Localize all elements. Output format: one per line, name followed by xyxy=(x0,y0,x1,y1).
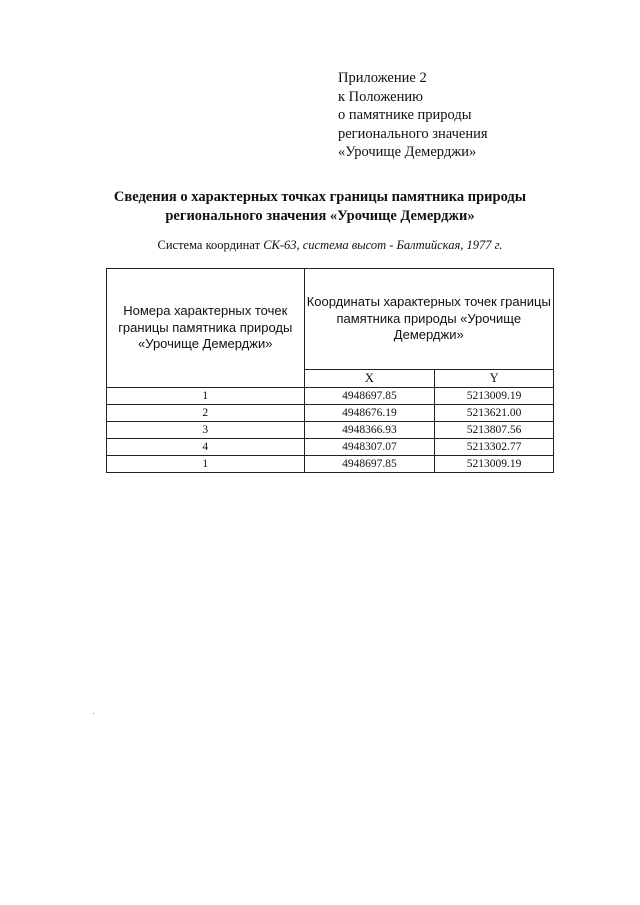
appendix-line: Приложение 2 xyxy=(338,70,427,86)
coordinate-system-value: СК-63, система высот - Балтийская, 1977 г. xyxy=(263,238,503,252)
title-line-1: Сведения о характерных точках границы памятника природы xyxy=(113,189,527,205)
coord-x: 4948697.85 xyxy=(304,388,435,405)
coord-x: 4948676.19 xyxy=(304,405,435,422)
coord-y: 5213009.19 xyxy=(435,456,554,473)
coord-y: 5213009.19 xyxy=(435,388,554,405)
table-row xyxy=(107,388,554,405)
appendix-line: «Урочище Демерджи» xyxy=(338,144,477,160)
appendix-line: к Положению xyxy=(338,88,423,105)
document-title xyxy=(60,188,580,225)
coord-y: 5213302.77 xyxy=(435,439,554,456)
appendix-line: регионального значения xyxy=(338,125,488,142)
coord-x: 4948697.85 xyxy=(304,456,435,473)
table-row xyxy=(107,456,554,473)
point-number: 4 xyxy=(107,439,305,456)
point-number: 1 xyxy=(107,456,305,473)
scan-speck xyxy=(93,713,94,714)
coordinates-table xyxy=(106,268,554,473)
table-row xyxy=(107,405,554,422)
header-y: Y xyxy=(435,370,554,388)
coord-y: 5213807.56 xyxy=(435,422,554,439)
header-x: X xyxy=(304,370,435,388)
table-header-row xyxy=(107,269,554,370)
header-coordinates: Координаты характерных точек границы памятника природы «Урочище Демерджи» xyxy=(304,269,553,370)
table-row xyxy=(107,422,554,439)
appendix-line: о памятнике природы xyxy=(338,107,472,123)
coord-y: 5213621.00 xyxy=(435,405,554,422)
coord-x: 4948307.07 xyxy=(304,439,435,456)
header-point-numbers: Номера характерных точек границы памятника природы «Урочище Демерджи» xyxy=(107,269,305,388)
point-number: 2 xyxy=(107,405,305,422)
coordinate-system-note xyxy=(60,237,600,253)
coordinate-system-prefix: Система координат xyxy=(157,238,261,252)
coord-x: 4948366.93 xyxy=(304,422,435,439)
point-number: 3 xyxy=(107,422,305,439)
table-row xyxy=(107,439,554,456)
appendix-note xyxy=(338,69,598,162)
title-line-2: регионального значения «Урочище Демерджи» xyxy=(165,207,475,224)
point-number: 1 xyxy=(107,388,305,405)
